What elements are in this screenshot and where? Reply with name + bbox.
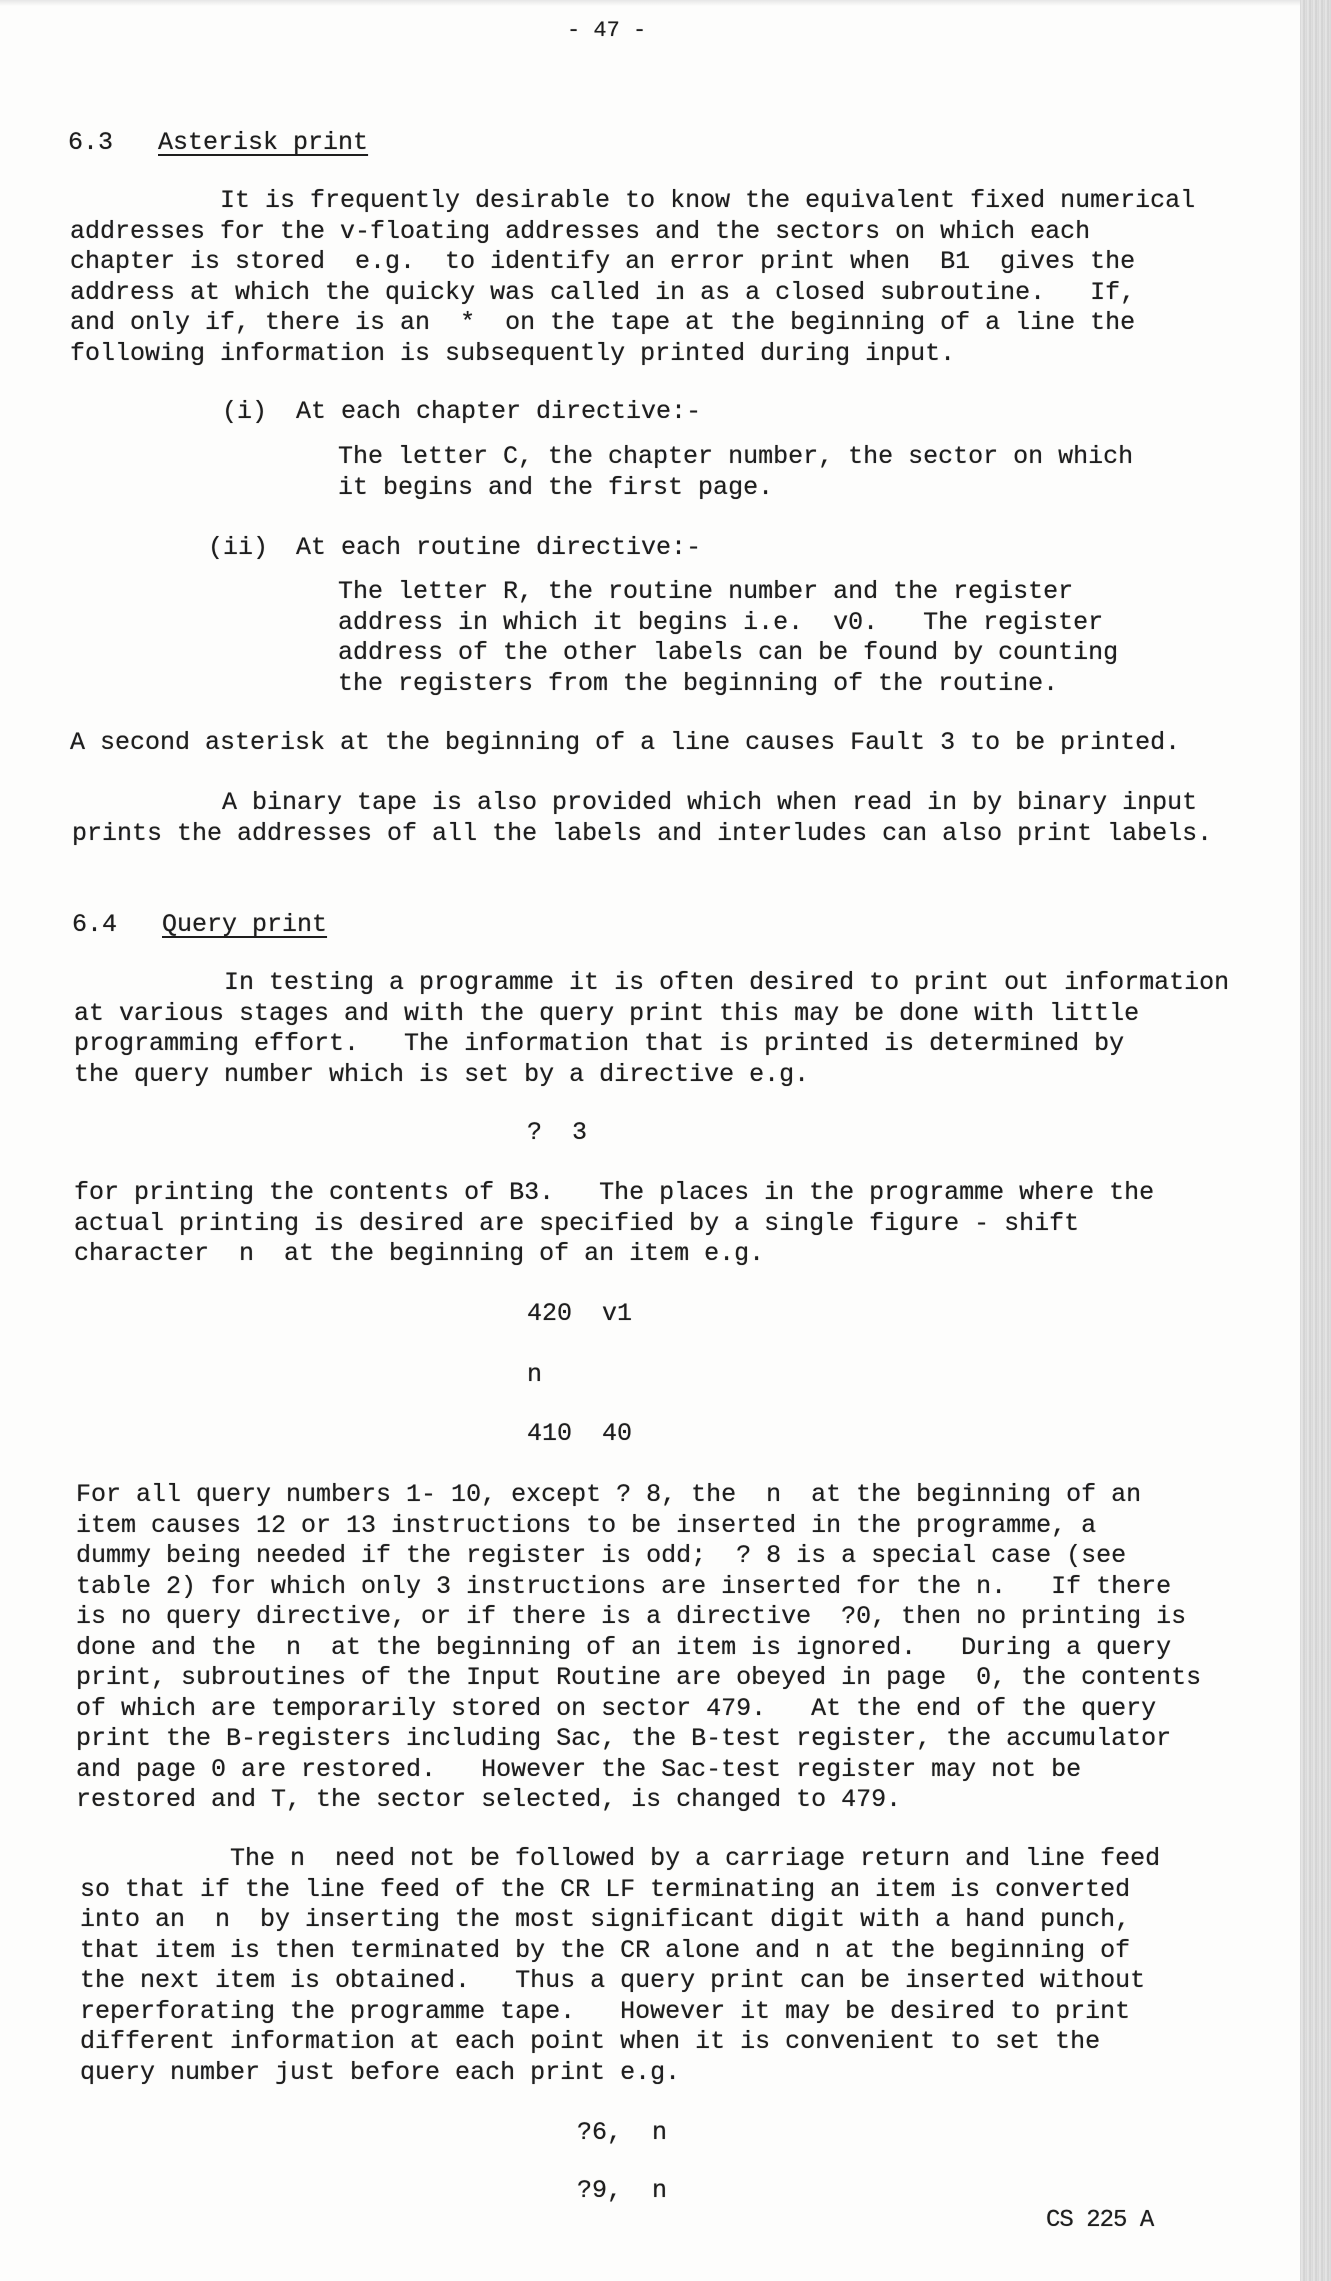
paragraph-second-asterisk: A second asterisk at the beginning of a line causes Fault 3 to be printed.: [70, 728, 1181, 757]
example-query-directive: ? 3: [527, 1118, 588, 1147]
text-line: that item is then terminated by the CR alone and n at the beginning of: [80, 1935, 1131, 1965]
text-line: It is frequently desirable to know the equivalent fixed numerical: [220, 186, 1196, 215]
text-line: The n need not be followed by a carriage return and line feed: [230, 1844, 1161, 1873]
text-line: done and the n at the beginning of an item is ignored. During a query: [76, 1632, 1172, 1662]
text-line: programming effort. The information that is printed is determined by: [74, 1029, 1125, 1058]
list-heading-routine-directive: At each routine directive:-: [296, 533, 702, 562]
text-line: print, subroutines of the Input Routine are obeyed in page 0, the contents: [76, 1663, 1202, 1692]
text-line: the query number which is set by a directive e.g.: [74, 1059, 810, 1089]
example-item-420-v1: 420 v1: [527, 1299, 633, 1328]
section-number-6-3: 6.3: [68, 128, 114, 157]
section-number-6-4: 6.4: [72, 910, 118, 939]
text-line: address of the other labels can be found by counting: [338, 638, 1119, 667]
paragraph-query-numbers: [76, 1480, 1201, 1816]
paragraph-printing-places: [74, 1178, 1154, 1270]
text-line: actual printing is desired are specified by a single figure - shift: [74, 1208, 1080, 1238]
paragraph-asterisk-intro: [70, 186, 1195, 369]
text-line: The letter R, the routine number and the register: [338, 577, 1074, 606]
text-line: into an n by inserting the most significant digit with a hand punch,: [80, 1905, 1131, 1934]
text-line: reperforating the programme tape. However it may be desired to print: [80, 1996, 1131, 2026]
scan-top-shadow: [0, 0, 1300, 6]
example-query-6-n: ?6, n: [577, 2118, 668, 2147]
text-line: addresses for the v-floating addresses and the sectors on which each: [70, 216, 1091, 246]
scan-page-edge: [1300, 0, 1331, 2281]
paragraph-query-intro: [74, 968, 1229, 1090]
text-line: prints the addresses of all the labels and interludes can also print labels.: [72, 818, 1213, 848]
text-line: For all query numbers 1- 10, except ? 8, the n at the beginning of an: [76, 1480, 1142, 1509]
text-line: item causes 12 or 13 instructions to be inserted in the programme, a: [76, 1510, 1097, 1540]
text-line: A binary tape is also provided which when read in by binary input: [222, 788, 1198, 817]
text-line: of which are temporarily stored on sector 479. At the end of the query: [76, 1693, 1157, 1723]
text-line: at various stages and with the query print this may be done with little: [74, 998, 1140, 1028]
example-query-9-n: ?9, n: [577, 2176, 668, 2205]
text-line: the registers from the beginning of the routine.: [338, 668, 1059, 698]
document-code: CS 225 A: [1046, 2207, 1154, 2234]
text-line: so that if the line feed of the CR LF terminating an item is converted: [80, 1874, 1131, 1904]
text-line: address in which it begins i.e. v0. The register: [338, 607, 1104, 637]
list-heading-chapter-directive: At each chapter directive:-: [296, 397, 702, 426]
text-line: the next item is obtained. Thus a query print can be inserted without: [80, 1966, 1146, 1995]
text-line: it begins and the first page.: [338, 472, 774, 502]
example-item-n: n: [527, 1360, 543, 1389]
text-line: dummy being needed if the register is odd; ? 8 is a special case (see: [76, 1541, 1127, 1570]
section-title-query-print: Query print: [162, 910, 328, 939]
text-line: print the B-registers including Sac, the B-test register, the accumulator: [76, 1724, 1172, 1753]
text-line: The letter C, the chapter number, the sector on which: [338, 442, 1134, 471]
text-line: following information is subsequently printed during input.: [70, 338, 956, 368]
text-line: and only if, there is an * on the tape at the beginning of a line the: [70, 308, 1136, 337]
list-body-routine-directive: [338, 577, 1118, 699]
list-marker-i: (i): [222, 397, 268, 426]
text-line: query number just before each print e.g.: [80, 2057, 681, 2087]
text-line: is no query directive, or if there is a directive ?0, then no printing is: [76, 1602, 1187, 1631]
text-line: different information at each point when it is convenient to set the: [80, 2027, 1101, 2056]
list-marker-ii: (ii): [208, 533, 269, 562]
paragraph-binary-tape: [72, 788, 1212, 849]
text-line: and page 0 are restored. However the Sac-test register may not be: [76, 1754, 1082, 1784]
paragraph-n-need: [80, 1844, 1160, 2088]
text-line: table 2) for which only 3 instructions are inserted for the n. If there: [76, 1571, 1172, 1601]
section-title-asterisk-print: Asterisk print: [158, 128, 369, 157]
text-line: character n at the beginning of an item e.g.: [74, 1239, 765, 1268]
text-line: restored and T, the sector selected, is changed to 479.: [76, 1785, 902, 1814]
text-line: In testing a programme it is often desired to print out information: [224, 968, 1230, 997]
text-line: for printing the contents of B3. The places in the programme where the: [74, 1178, 1155, 1207]
text-line: chapter is stored e.g. to identify an error print when B1 gives the: [70, 247, 1136, 276]
example-item-410-40: 410 40: [527, 1419, 633, 1448]
page-number: - 47 -: [567, 18, 647, 43]
list-body-chapter-directive: [338, 442, 1133, 503]
text-line: address at which the quicky was called in as a closed subroutine. If,: [70, 277, 1136, 307]
